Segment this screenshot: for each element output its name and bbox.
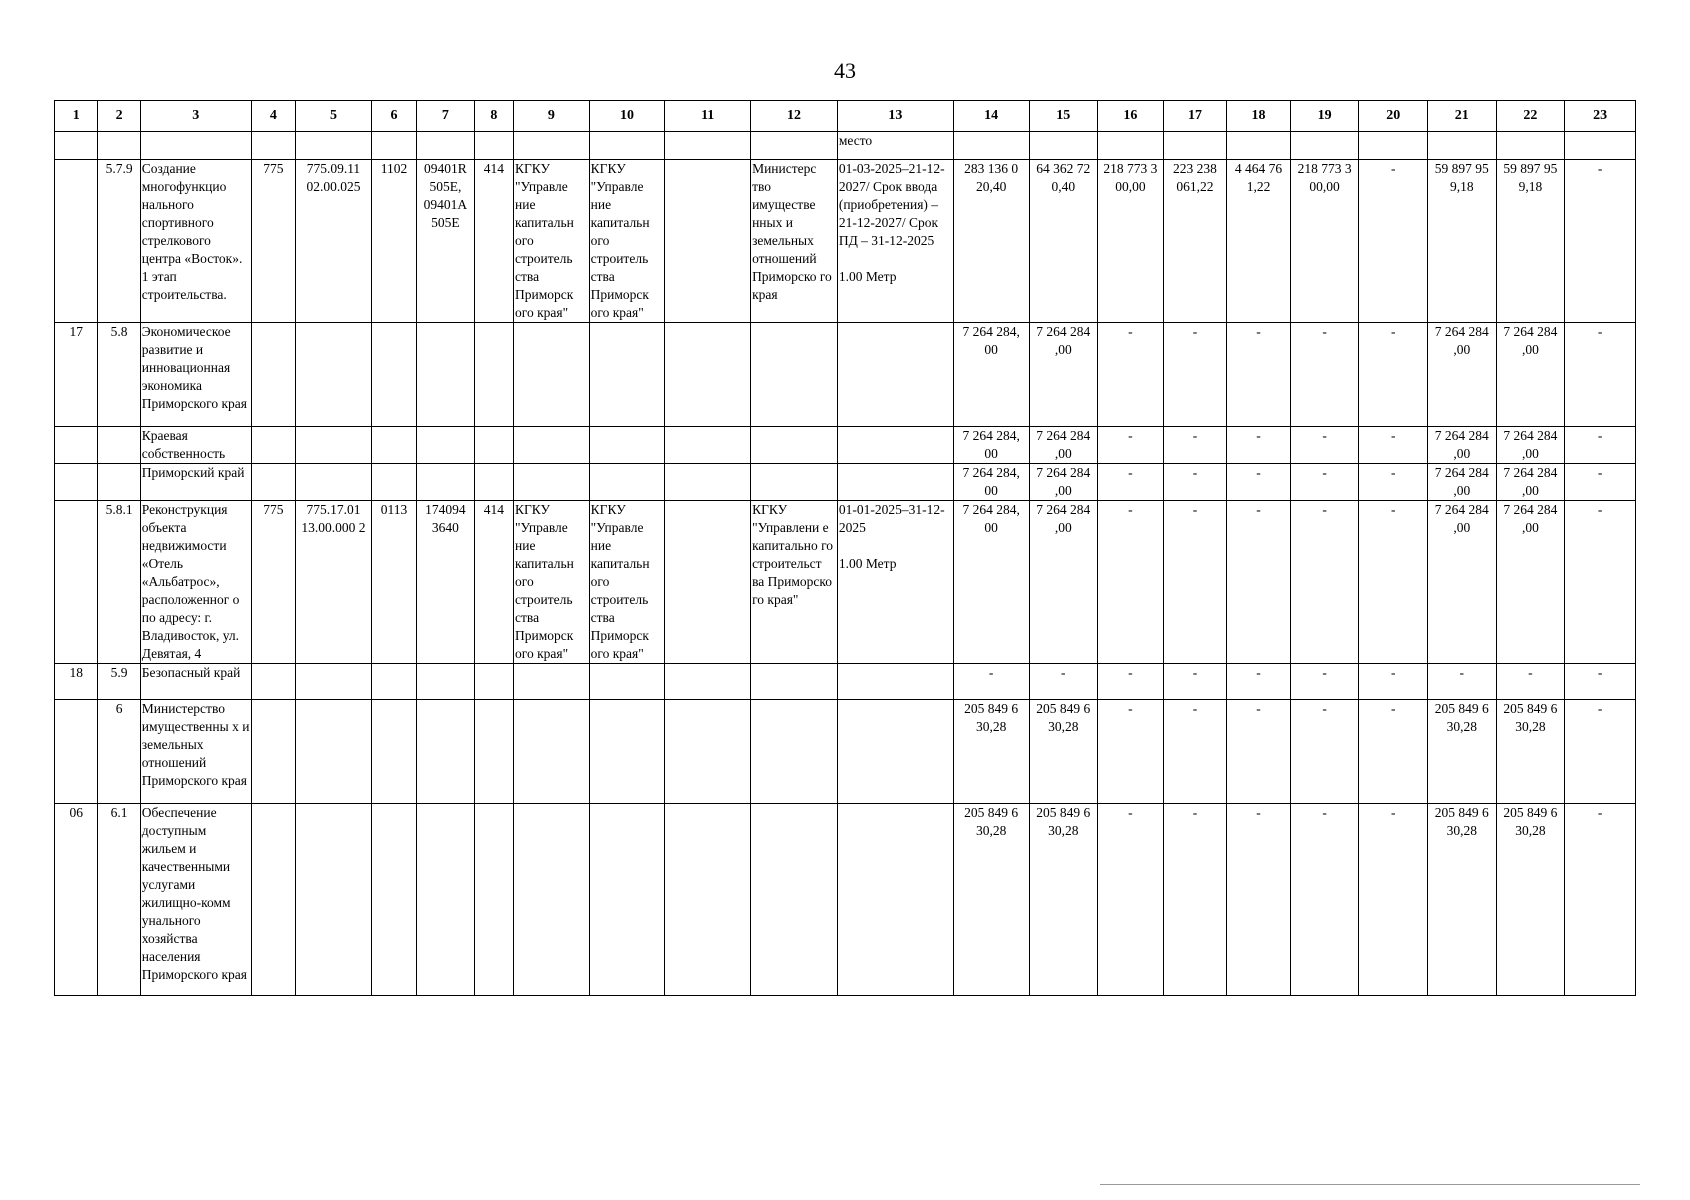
table-cell-col-13: 01-01-2025–31-12-2025 1.00 Метр bbox=[837, 501, 953, 664]
table-cell-col-6 bbox=[371, 804, 416, 996]
table-cell-col-8 bbox=[474, 323, 513, 427]
table-cell-col-1 bbox=[55, 132, 98, 160]
table-cell-col-23: - bbox=[1565, 323, 1636, 427]
table-cell-col-1 bbox=[55, 700, 98, 804]
table-cell-col-4 bbox=[251, 664, 295, 700]
column-header-23: 23 bbox=[1565, 101, 1636, 132]
table-cell-col-21: 7 264 284 ,00 bbox=[1427, 323, 1496, 427]
table-cell-col-20: - bbox=[1359, 464, 1428, 501]
table-cell-col-6: 1102 bbox=[371, 160, 416, 323]
table-cell-col-10 bbox=[589, 700, 665, 804]
table-cell-col-4 bbox=[251, 804, 295, 996]
table-cell-col-18: - bbox=[1227, 501, 1291, 664]
table-cell-col-8 bbox=[474, 132, 513, 160]
table-cell-col-10 bbox=[589, 323, 665, 427]
table-cell-col-17: - bbox=[1163, 464, 1227, 501]
table-cell-col-12 bbox=[751, 132, 838, 160]
page-number: 43 bbox=[834, 58, 856, 83]
table-cell-col-5 bbox=[296, 804, 372, 996]
table-cell-col-10 bbox=[589, 132, 665, 160]
table-cell-col-20: - bbox=[1359, 427, 1428, 464]
table-cell-col-1: 17 bbox=[55, 323, 98, 427]
table-cell-col-18: - bbox=[1227, 804, 1291, 996]
table-cell-col-23: - bbox=[1565, 160, 1636, 323]
table-cell-col-19: - bbox=[1290, 427, 1359, 464]
table-cell-col-2: 6.1 bbox=[98, 804, 140, 996]
column-header-11: 11 bbox=[665, 101, 751, 132]
table-cell-col-16: 218 773 3 00,00 bbox=[1098, 160, 1164, 323]
table-cell-col-13: место bbox=[837, 132, 953, 160]
table-cell-col-6: 0113 bbox=[371, 501, 416, 664]
table-cell-col-7: 174094 3640 bbox=[417, 501, 475, 664]
table-cell-col-18: - bbox=[1227, 427, 1291, 464]
table-cell-col-3: Краевая собственность bbox=[140, 427, 251, 464]
table-cell-col-3: Экономическое развитие и инновационная экономика Приморского края bbox=[140, 323, 251, 427]
column-header-4: 4 bbox=[251, 101, 295, 132]
table-cell-col-12 bbox=[751, 427, 838, 464]
table-cell-col-23: - bbox=[1565, 464, 1636, 501]
column-header-13: 13 bbox=[837, 101, 953, 132]
table-cell-col-6 bbox=[371, 464, 416, 501]
table-cell-col-7 bbox=[417, 664, 475, 700]
table-cell-col-23: - bbox=[1565, 427, 1636, 464]
table-cell-col-22: 7 264 284 ,00 bbox=[1496, 464, 1565, 501]
column-header-21: 21 bbox=[1427, 101, 1496, 132]
column-header-16: 16 bbox=[1098, 101, 1164, 132]
table-cell-col-12 bbox=[751, 464, 838, 501]
table-cell-col-8 bbox=[474, 700, 513, 804]
table-cell-col-3: Создание многофункцио нального спортивного стрелкового центра «Восток». 1 этап строительства. bbox=[140, 160, 251, 323]
table-cell-col-19: 218 773 3 00,00 bbox=[1290, 160, 1359, 323]
table-row bbox=[55, 132, 1636, 160]
table-cell-col-11 bbox=[665, 323, 751, 427]
column-header-3: 3 bbox=[140, 101, 251, 132]
table-cell-col-12 bbox=[751, 804, 838, 996]
table-cell-col-6 bbox=[371, 323, 416, 427]
table-cell-col-18: - bbox=[1227, 700, 1291, 804]
table-cell-col-11 bbox=[665, 501, 751, 664]
table-cell-col-23 bbox=[1565, 132, 1636, 160]
column-header-8: 8 bbox=[474, 101, 513, 132]
table-cell-col-20: - bbox=[1359, 160, 1428, 323]
table-cell-col-14: 205 849 6 30,28 bbox=[953, 700, 1029, 804]
table-cell-col-5 bbox=[296, 132, 372, 160]
table-cell-col-4 bbox=[251, 427, 295, 464]
table-cell-col-19: - bbox=[1290, 464, 1359, 501]
table-cell-col-8 bbox=[474, 664, 513, 700]
table-cell-col-21: 59 897 95 9,18 bbox=[1427, 160, 1496, 323]
table-cell-col-16: - bbox=[1098, 464, 1164, 501]
table-cell-col-4 bbox=[251, 323, 295, 427]
column-header-12: 12 bbox=[751, 101, 838, 132]
table-cell-col-11 bbox=[665, 160, 751, 323]
table-cell-col-7 bbox=[417, 464, 475, 501]
table-cell-col-22: 59 897 95 9,18 bbox=[1496, 160, 1565, 323]
column-header-5: 5 bbox=[296, 101, 372, 132]
table-cell-col-21: 7 264 284 ,00 bbox=[1427, 501, 1496, 664]
column-header-14: 14 bbox=[953, 101, 1029, 132]
column-header-7: 7 bbox=[417, 101, 475, 132]
table-cell-col-14: 283 136 0 20,40 bbox=[953, 160, 1029, 323]
table-cell-col-13 bbox=[837, 804, 953, 996]
table-cell-col-19: - bbox=[1290, 700, 1359, 804]
table-cell-col-19: - bbox=[1290, 323, 1359, 427]
table-cell-col-15: 205 849 6 30,28 bbox=[1029, 804, 1098, 996]
table-cell-col-7 bbox=[417, 132, 475, 160]
column-header-20: 20 bbox=[1359, 101, 1428, 132]
table-cell-col-20: - bbox=[1359, 323, 1428, 427]
table-cell-col-8 bbox=[474, 804, 513, 996]
table-cell-col-17: 223 238 061,22 bbox=[1163, 160, 1227, 323]
table-cell-col-3: Министерство имущественны х и земельных отношений Приморского края bbox=[140, 700, 251, 804]
table-cell-col-13 bbox=[837, 664, 953, 700]
table-cell-col-1 bbox=[55, 427, 98, 464]
table-cell-col-4 bbox=[251, 700, 295, 804]
table-cell-col-12: КГКУ "Управлени е капитально го строительст ва Приморско го края" bbox=[751, 501, 838, 664]
table-cell-col-13: 01-03-2025–21-12-2027/ Срок ввода (приобретения) – 21-12-2027/ Срок ПД – 31-12-2025 1.00 Метр bbox=[837, 160, 953, 323]
table-cell-col-21: 7 264 284 ,00 bbox=[1427, 427, 1496, 464]
table-cell-col-1: 18 bbox=[55, 664, 98, 700]
table-cell-col-13 bbox=[837, 427, 953, 464]
table-cell-col-21: - bbox=[1427, 664, 1496, 700]
table-cell-col-5: 775.09.11 02.00.025 bbox=[296, 160, 372, 323]
table-cell-col-2: 5.7.9 bbox=[98, 160, 140, 323]
column-header-10: 10 bbox=[589, 101, 665, 132]
column-header-6: 6 bbox=[371, 101, 416, 132]
table-cell-col-1 bbox=[55, 501, 98, 664]
table-cell-col-2 bbox=[98, 132, 140, 160]
budget-table bbox=[54, 100, 1636, 996]
footer-rule bbox=[1100, 1184, 1640, 1185]
table-cell-col-15: 7 264 284 ,00 bbox=[1029, 323, 1098, 427]
table-cell-col-16: - bbox=[1098, 323, 1164, 427]
table-cell-col-17: - bbox=[1163, 427, 1227, 464]
table-cell-col-14: 205 849 6 30,28 bbox=[953, 804, 1029, 996]
table-cell-col-15: 7 264 284 ,00 bbox=[1029, 464, 1098, 501]
table-cell-col-4: 775 bbox=[251, 501, 295, 664]
table-cell-col-1 bbox=[55, 464, 98, 501]
table-cell-col-21: 7 264 284 ,00 bbox=[1427, 464, 1496, 501]
table-cell-col-13 bbox=[837, 464, 953, 501]
table-cell-col-23: - bbox=[1565, 804, 1636, 996]
table-cell-col-2: 5.8 bbox=[98, 323, 140, 427]
column-header-19: 19 bbox=[1290, 101, 1359, 132]
table-cell-col-16 bbox=[1098, 132, 1164, 160]
table-cell-col-8: 414 bbox=[474, 501, 513, 664]
table-cell-col-6 bbox=[371, 664, 416, 700]
column-header-9: 9 bbox=[514, 101, 590, 132]
table-cell-col-7 bbox=[417, 427, 475, 464]
table-row bbox=[55, 804, 1636, 996]
table-row bbox=[55, 323, 1636, 427]
table-cell-col-12: Министерс тво имуществе нных и земельных отношений Приморско го края bbox=[751, 160, 838, 323]
column-header-1: 1 bbox=[55, 101, 98, 132]
table-row bbox=[55, 160, 1636, 323]
table-cell-col-9 bbox=[514, 323, 590, 427]
table-cell-col-5 bbox=[296, 323, 372, 427]
table-cell-col-19 bbox=[1290, 132, 1359, 160]
table-cell-col-10 bbox=[589, 804, 665, 996]
table-cell-col-17: - bbox=[1163, 323, 1227, 427]
table-cell-col-11 bbox=[665, 427, 751, 464]
table-cell-col-21 bbox=[1427, 132, 1496, 160]
table-cell-col-3: Обеспечение доступным жильем и качественными услугами жилищно-комм унального хозяйства населения Приморского края bbox=[140, 804, 251, 996]
table-cell-col-9: КГКУ "Управле ние капитальн ого строитель ства Приморск ого края" bbox=[514, 160, 590, 323]
table-cell-col-3 bbox=[140, 132, 251, 160]
table-cell-col-15: 7 264 284 ,00 bbox=[1029, 427, 1098, 464]
table-cell-col-16: - bbox=[1098, 427, 1164, 464]
table-cell-col-6 bbox=[371, 427, 416, 464]
table-cell-col-10: КГКУ "Управле ние капитальн ого строитель ства Приморск ого края" bbox=[589, 501, 665, 664]
table-cell-col-9 bbox=[514, 464, 590, 501]
table-cell-col-14: 7 264 284, 00 bbox=[953, 464, 1029, 501]
table-cell-col-7 bbox=[417, 323, 475, 427]
table-cell-col-2: 5.8.1 bbox=[98, 501, 140, 664]
table-cell-col-5 bbox=[296, 700, 372, 804]
table-cell-col-16: - bbox=[1098, 664, 1164, 700]
table-cell-col-22: 205 849 6 30,28 bbox=[1496, 700, 1565, 804]
table-cell-col-18 bbox=[1227, 132, 1291, 160]
table-cell-col-20: - bbox=[1359, 804, 1428, 996]
table-cell-col-18: - bbox=[1227, 664, 1291, 700]
table-cell-col-8 bbox=[474, 427, 513, 464]
table-cell-col-12 bbox=[751, 323, 838, 427]
table-cell-col-14: 7 264 284, 00 bbox=[953, 427, 1029, 464]
table-cell-col-5: 775.17.01 13.00.000 2 bbox=[296, 501, 372, 664]
table-cell-col-20: - bbox=[1359, 700, 1428, 804]
table-row bbox=[55, 700, 1636, 804]
table-cell-col-15: 64 362 72 0,40 bbox=[1029, 160, 1098, 323]
table-cell-col-22: 7 264 284 ,00 bbox=[1496, 323, 1565, 427]
table-cell-col-11 bbox=[665, 464, 751, 501]
table-cell-col-20: - bbox=[1359, 664, 1428, 700]
table-row bbox=[55, 427, 1636, 464]
table-cell-col-23: - bbox=[1565, 501, 1636, 664]
table-cell-col-18: - bbox=[1227, 464, 1291, 501]
table-cell-col-1 bbox=[55, 160, 98, 323]
table-cell-col-17: - bbox=[1163, 700, 1227, 804]
table-cell-col-18: - bbox=[1227, 323, 1291, 427]
table-cell-col-9 bbox=[514, 700, 590, 804]
table-cell-col-22: 7 264 284 ,00 bbox=[1496, 427, 1565, 464]
table-cell-col-15: - bbox=[1029, 664, 1098, 700]
table-cell-col-19: - bbox=[1290, 804, 1359, 996]
table-cell-col-17: - bbox=[1163, 664, 1227, 700]
table-cell-col-4 bbox=[251, 464, 295, 501]
table-cell-col-17: - bbox=[1163, 501, 1227, 664]
column-header-22: 22 bbox=[1496, 101, 1565, 132]
table-cell-col-5 bbox=[296, 464, 372, 501]
table-cell-col-11 bbox=[665, 804, 751, 996]
table-cell-col-9 bbox=[514, 427, 590, 464]
column-header-17: 17 bbox=[1163, 101, 1227, 132]
table-cell-col-14 bbox=[953, 132, 1029, 160]
table-cell-col-4: 775 bbox=[251, 160, 295, 323]
table-cell-col-11 bbox=[665, 700, 751, 804]
table-cell-col-9 bbox=[514, 804, 590, 996]
column-header-2: 2 bbox=[98, 101, 140, 132]
table-cell-col-10 bbox=[589, 664, 665, 700]
table-cell-col-20 bbox=[1359, 132, 1428, 160]
table-cell-col-5 bbox=[296, 664, 372, 700]
table-cell-col-16: - bbox=[1098, 804, 1164, 996]
table-cell-col-7 bbox=[417, 804, 475, 996]
table-cell-col-22 bbox=[1496, 132, 1565, 160]
table-cell-col-21: 205 849 6 30,28 bbox=[1427, 804, 1496, 996]
table-cell-col-15: 7 264 284 ,00 bbox=[1029, 501, 1098, 664]
table-cell-col-9: КГКУ "Управле ние капитальн ого строитель ства Приморск ого края" bbox=[514, 501, 590, 664]
table-cell-col-12 bbox=[751, 700, 838, 804]
table-cell-col-15 bbox=[1029, 132, 1098, 160]
table-cell-col-6 bbox=[371, 700, 416, 804]
table-cell-col-3: Безопасный край bbox=[140, 664, 251, 700]
table-cell-col-11 bbox=[665, 132, 751, 160]
table-cell-col-21: 205 849 6 30,28 bbox=[1427, 700, 1496, 804]
table-cell-col-23: - bbox=[1565, 700, 1636, 804]
table-cell-col-2 bbox=[98, 464, 140, 501]
table-cell-col-2: 5.9 bbox=[98, 664, 140, 700]
table-cell-col-17: - bbox=[1163, 804, 1227, 996]
column-header-18: 18 bbox=[1227, 101, 1291, 132]
table-cell-col-7 bbox=[417, 700, 475, 804]
table-row bbox=[55, 664, 1636, 700]
table-cell-col-20: - bbox=[1359, 501, 1428, 664]
table-cell-col-13 bbox=[837, 700, 953, 804]
table-cell-col-7: 09401R 505E, 09401A 505E bbox=[417, 160, 475, 323]
table-cell-col-14: 7 264 284, 00 bbox=[953, 501, 1029, 664]
table-body bbox=[55, 132, 1636, 996]
table-cell-col-22: 205 849 6 30,28 bbox=[1496, 804, 1565, 996]
table-row bbox=[55, 501, 1636, 664]
table-cell-col-10: КГКУ "Управле ние капитальн ого строитель ства Приморск ого края" bbox=[589, 160, 665, 323]
table-cell-col-15: 205 849 6 30,28 bbox=[1029, 700, 1098, 804]
column-header-15: 15 bbox=[1029, 101, 1098, 132]
table-cell-col-14: - bbox=[953, 664, 1029, 700]
table-cell-col-12 bbox=[751, 664, 838, 700]
table-cell-col-22: 7 264 284 ,00 bbox=[1496, 501, 1565, 664]
table-header-row bbox=[55, 101, 1636, 132]
table-cell-col-3: Реконструкция объекта недвижимости «Отель «Альбатрос», расположенног о по адресу: г. Владивосток, ул. Девятая, 4 bbox=[140, 501, 251, 664]
table-cell-col-8: 414 bbox=[474, 160, 513, 323]
table-row bbox=[55, 464, 1636, 501]
table-cell-col-6 bbox=[371, 132, 416, 160]
table-cell-col-11 bbox=[665, 664, 751, 700]
table-cell-col-10 bbox=[589, 464, 665, 501]
table-cell-col-1: 06 bbox=[55, 804, 98, 996]
table-cell-col-18: 4 464 76 1,22 bbox=[1227, 160, 1291, 323]
table-cell-col-16: - bbox=[1098, 700, 1164, 804]
table-cell-col-22: - bbox=[1496, 664, 1565, 700]
table-cell-col-9 bbox=[514, 664, 590, 700]
table-cell-col-23: - bbox=[1565, 664, 1636, 700]
table-cell-col-3: Приморский край bbox=[140, 464, 251, 501]
table-cell-col-10 bbox=[589, 427, 665, 464]
table-cell-col-19: - bbox=[1290, 664, 1359, 700]
table-cell-col-2: 6 bbox=[98, 700, 140, 804]
table-cell-col-19: - bbox=[1290, 501, 1359, 664]
table-cell-col-5 bbox=[296, 427, 372, 464]
table-cell-col-16: - bbox=[1098, 501, 1164, 664]
table-cell-col-4 bbox=[251, 132, 295, 160]
table-cell-col-9 bbox=[514, 132, 590, 160]
table-cell-col-8 bbox=[474, 464, 513, 501]
table-cell-col-2 bbox=[98, 427, 140, 464]
table-cell-col-17 bbox=[1163, 132, 1227, 160]
table-cell-col-14: 7 264 284, 00 bbox=[953, 323, 1029, 427]
table-cell-col-13 bbox=[837, 323, 953, 427]
